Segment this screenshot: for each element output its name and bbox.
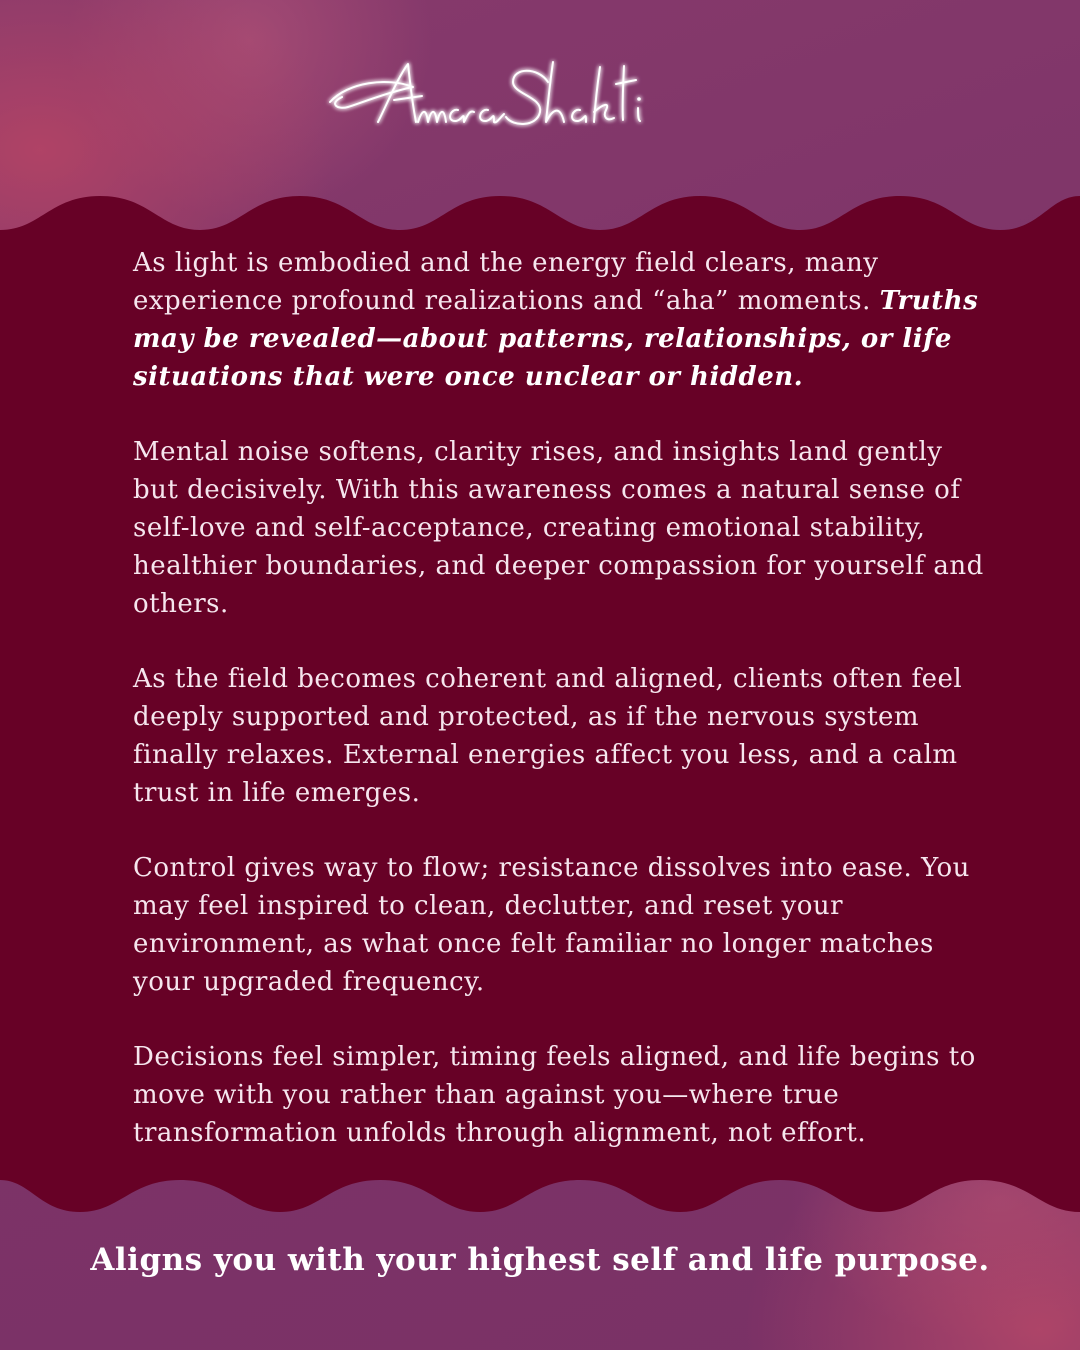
amara-shakti-logo xyxy=(318,52,658,142)
paragraph-2: Mental noise softens, clarity rises, and insights land gently but decisively. With this awareness comes a natural sense of self-love and self-acceptance, creating emotional stability, healthier boundaries, and deeper compassion for yourself and others. xyxy=(133,437,984,619)
paragraph-3: As the field becomes coherent and aligned, clients often feel deeply supported and protected, as if the nervous system finally relaxes. External energies affect you less, and a calm trust in life emerges. xyxy=(133,664,963,808)
paragraph-4: Control gives way to flow; resistance dissolves into ease. You may feel inspired to clean, declutter, and reset your environment, as what once felt familiar no longer matches your upgraded frequency. xyxy=(133,853,970,997)
footer-tagline: Aligns you with your highest self and life purpose. xyxy=(90,1242,990,1278)
body-text xyxy=(133,244,993,1189)
paragraph-1 xyxy=(133,244,993,396)
paragraph-1-text: As light is embodied and the energy field clears, many experience profound realizations and “aha” moments. xyxy=(133,248,879,316)
paragraph-5: Decisions feel simpler, timing feels aligned, and life begins to move with you rather than against you—where true transformation unfolds through alignment, not effort. xyxy=(133,1042,976,1148)
paragraph-1-emphasis: Truths may be revealed—about patterns, relationships, or life situations that were once unclear or hidden. xyxy=(133,286,979,392)
